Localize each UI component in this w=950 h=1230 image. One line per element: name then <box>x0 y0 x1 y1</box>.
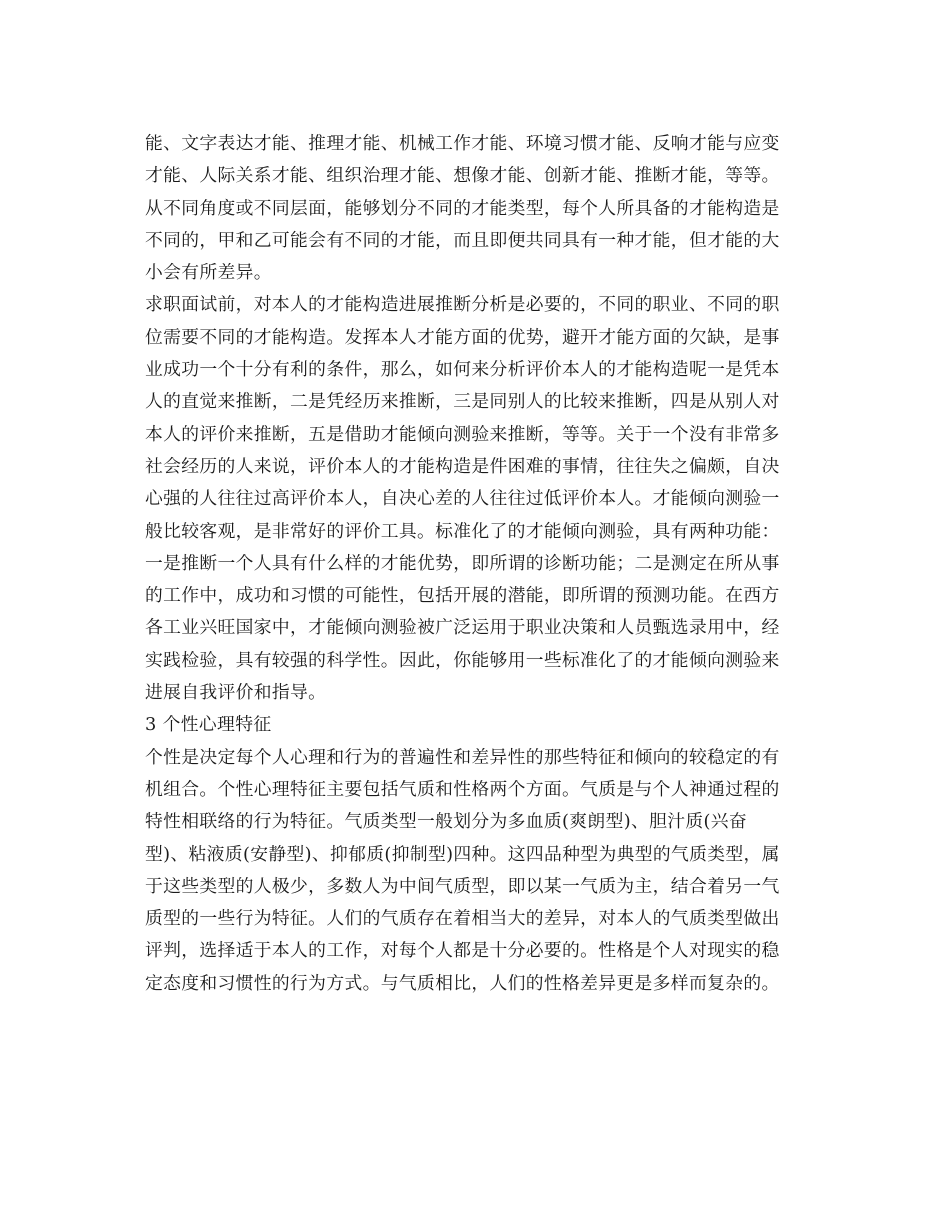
text-line: 社会经历的人来说，评价本人的才能构造是件困难的事情，往往失之偏颇，自决 <box>145 455 780 477</box>
text-line: 位需要不同的才能构造。发挥本人才能方面的优势，避开才能方面的欠缺，是事 <box>145 326 780 348</box>
text-line: 业成功一个十分有利的条件，那么，如何来分析评价本人的才能构造呢一是凭本 <box>145 359 780 381</box>
text-line: 个性是决定每个人心理和行为的普遍性和差异性的那些特征和倾向的较稳定的有 <box>145 746 780 768</box>
text-line: 求职面试前，对本人的才能构造进展推断分析是必要的，不同的职业、不同的职 <box>145 294 780 316</box>
text-line: 机组合。个性心理特征主要包括气质和性格两个方面。气质是与个人神通过程的 <box>145 778 780 800</box>
text-line: 评判，选择适于本人的工作，对每个人都是十分必要的。性格是个人对现实的稳 <box>145 940 780 962</box>
document-body <box>145 128 807 1000</box>
text-line: 不同的，甲和乙可能会有不同的才能，而且即便共同具有一种才能，但才能的大 <box>145 229 780 251</box>
text-line: 实践检验，具有较强的科学性。因此，你能够用一些标准化了的才能倾向测验来 <box>145 649 780 671</box>
text-line: 小会有所差异。 <box>145 262 272 284</box>
text-line: 定态度和习惯性的行为方式。与气质相比，人们的性格差异更是多样而复杂的。 <box>145 972 780 994</box>
text-line: 从不同角度或不同层面，能够划分不同的才能类型，每个人所具备的才能构造是 <box>145 197 780 219</box>
text-line: 于这些类型的人极少，多数人为中间气质型，即以某一气质为主，结合着另一气 <box>145 875 780 897</box>
text-line: 一是推断一个人具有什么样的才能优势，即所谓的诊断功能；二是测定在所从事 <box>145 552 780 574</box>
text-line: 质型的一些行为特征。人们的气质存在着相当大的差异，对本人的气质类型做出 <box>145 908 780 930</box>
section-heading: 3 个性心理特征 <box>145 714 272 736</box>
text-line: 才能、人际关系才能、组织治理才能、想像才能、创新才能、推断才能，等等。 <box>145 165 780 187</box>
text-line: 进展自我评价和指导。 <box>145 682 327 704</box>
text-line: 能、文字表达才能、推理才能、机械工作才能、环境习惯才能、反响才能与应变 <box>145 133 780 154</box>
text-line: 本人的评价来推断，五是借助才能倾向测验来推断，等等。关于一个没有非常多 <box>145 423 780 445</box>
text-line: 型)、粘液质(安静型)、抑郁质(抑制型)四种。这四品种型为典型的气质类型，属 <box>145 843 780 865</box>
text-line: 特性相联络的行为特征。气质类型一般划分为多血质(爽朗型)、胆汁质(兴奋 <box>145 811 748 833</box>
text-line: 人的直觉来推断，二是凭经历来推断，三是同别人的比较来推断，四是从别人对 <box>145 391 780 413</box>
text-line: 心强的人往往过高评价本人，自决心差的人往往过低评价本人。才能倾向测验一 <box>145 488 780 510</box>
text-line: 般比较客观，是非常好的评价工具。标准化了的才能倾向测验，具有两种功能： <box>145 520 780 542</box>
text-line: 的工作中，成功和习惯的可能性，包括开展的潜能，即所谓的预测功能。在西方 <box>145 585 780 607</box>
text-line: 各工业兴旺国家中，才能倾向测验被广泛运用于职业决策和人员甄选录用中，经 <box>145 617 780 639</box>
